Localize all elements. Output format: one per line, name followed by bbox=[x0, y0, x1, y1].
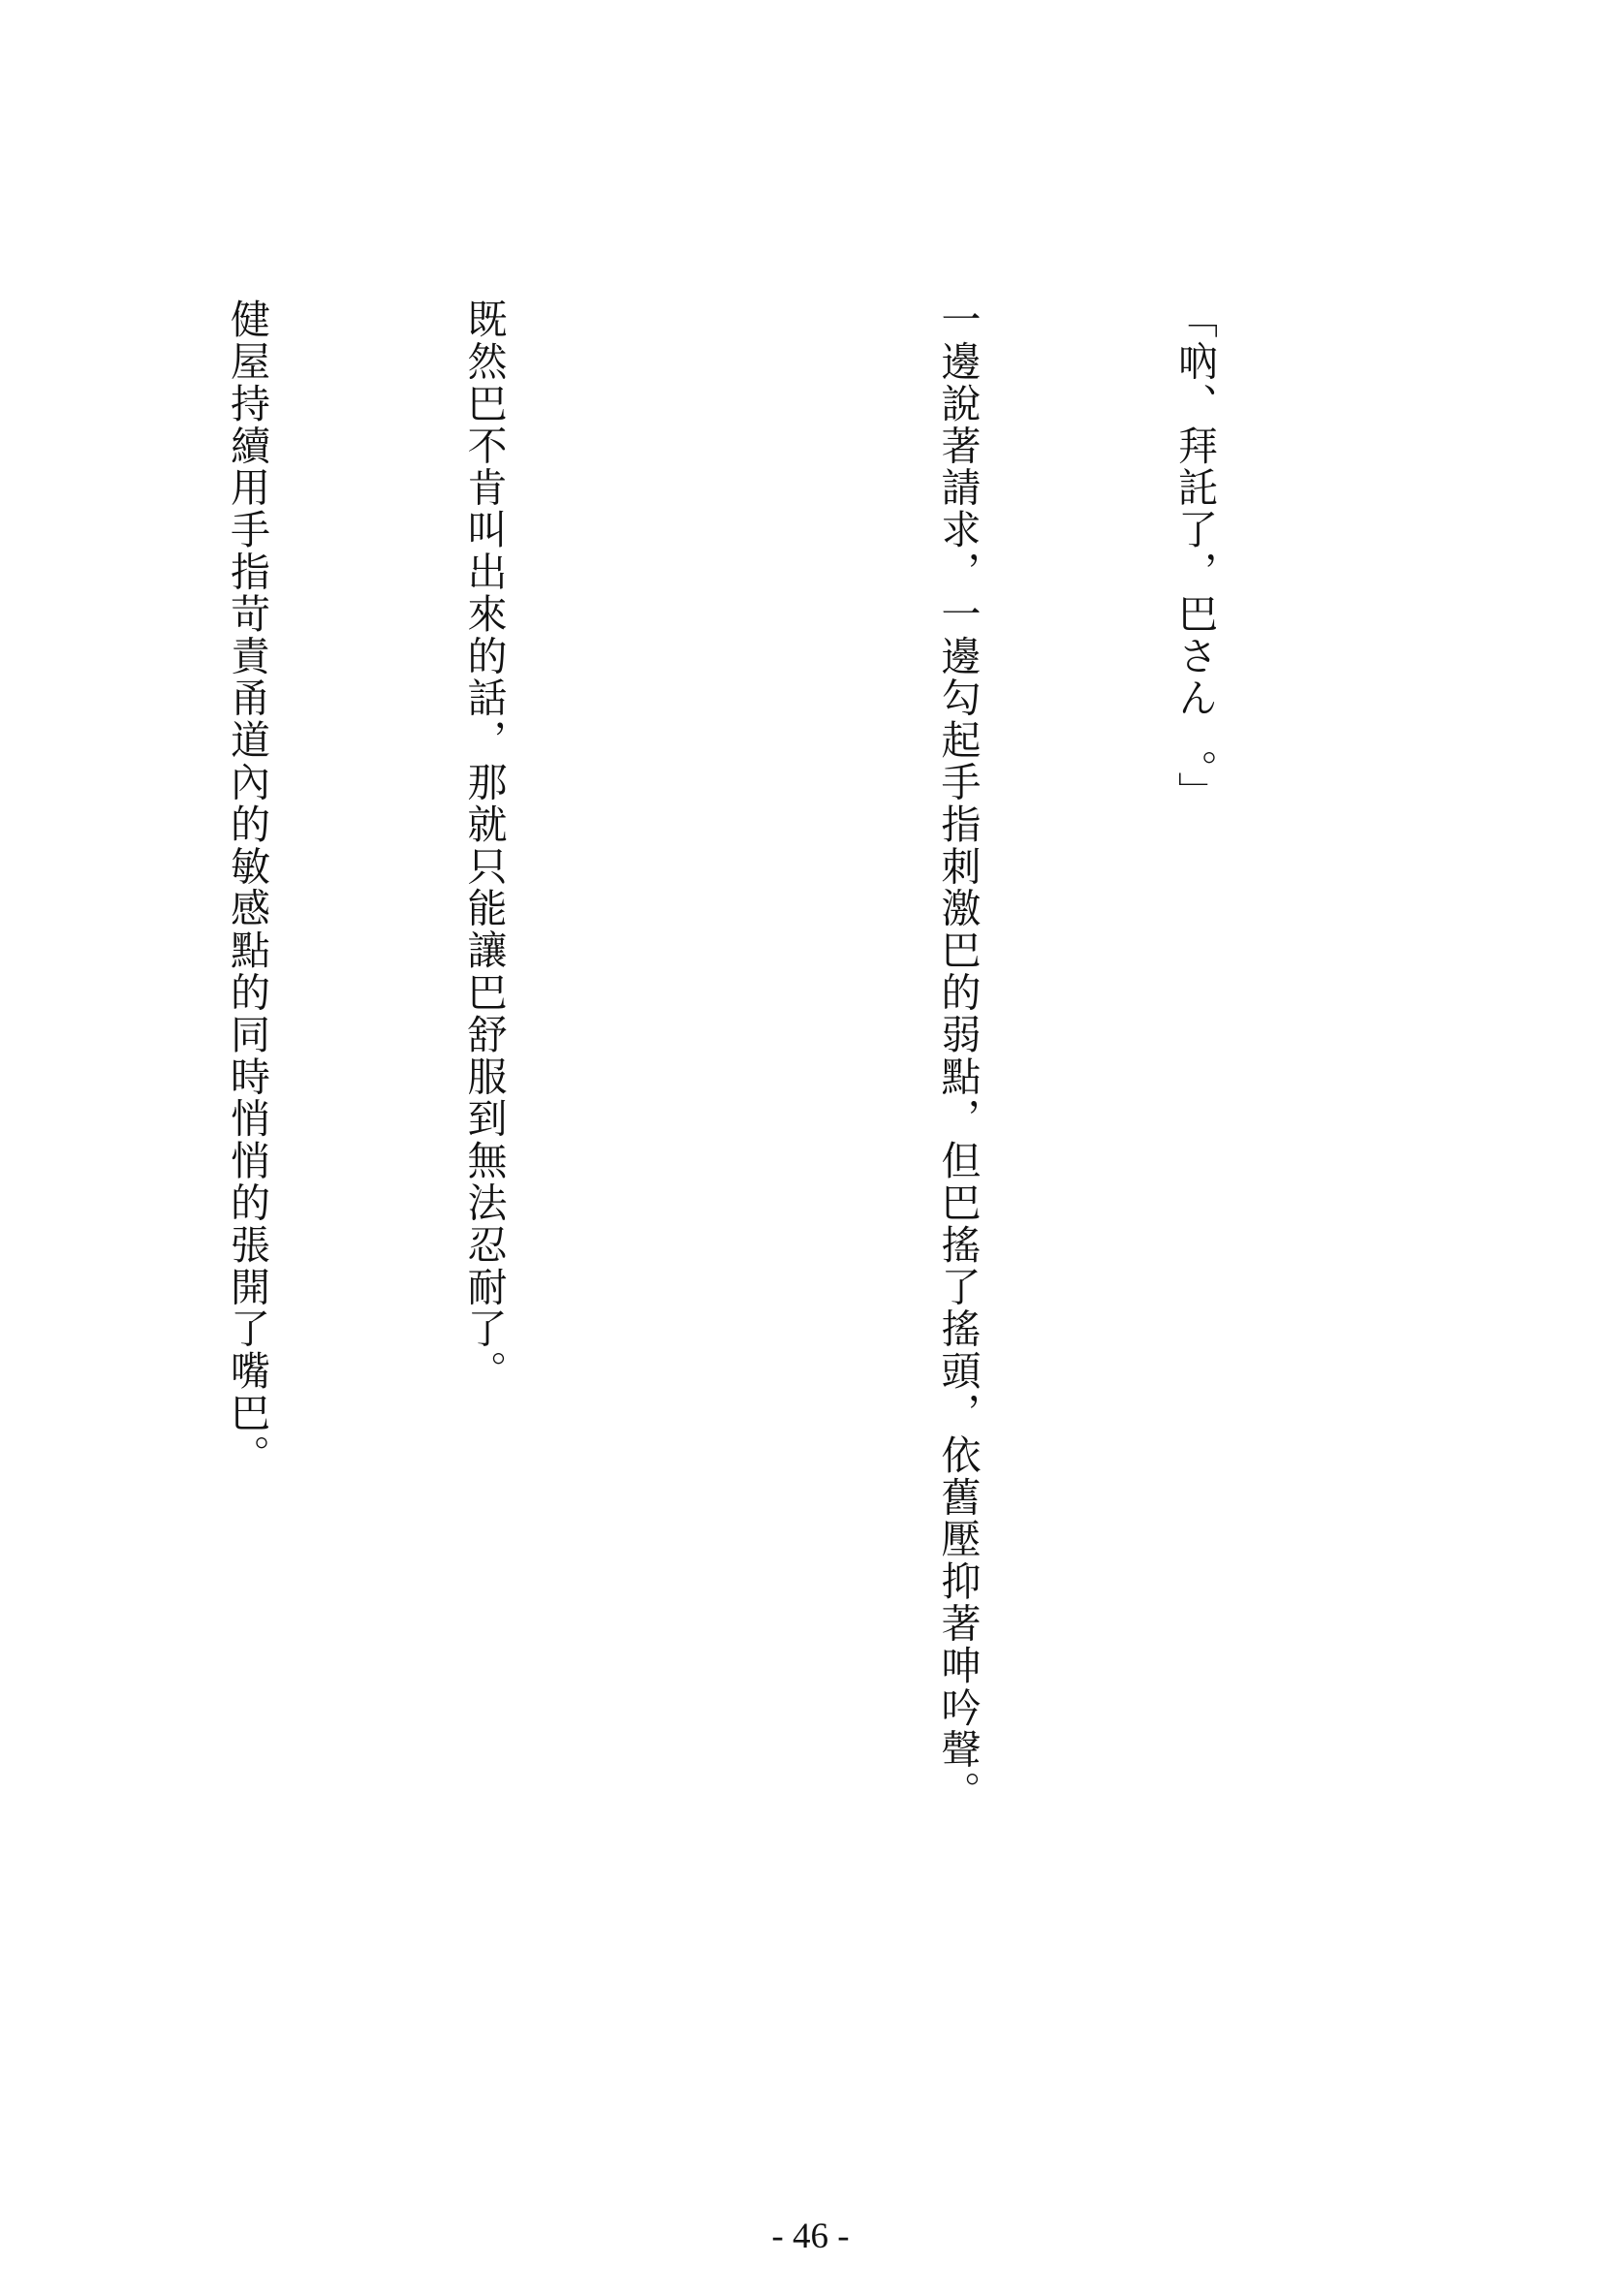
blank-line bbox=[681, 299, 761, 2004]
text-line: 一邊說著請求，一邊勾起手指刺激巴的弱點，但巴搖了搖頭，依舊壓抑著呻吟聲。 bbox=[934, 299, 982, 1813]
page-number: - 46 - bbox=[771, 2217, 850, 2256]
vertical-text-body bbox=[0, 299, 1391, 2004]
blank-line bbox=[0, 299, 49, 2004]
text-line: 健屋持續用手指苛責甬道內的敏感點的同時悄悄的張開了嘴巴。 bbox=[224, 299, 270, 1477]
text-line: 「吶、拜託了，巴さん 。」 bbox=[1171, 299, 1218, 814]
text-line: 既然巴不肯叫出來的話，那就只能讓巴舒服到無法忍耐了。 bbox=[460, 299, 508, 1393]
